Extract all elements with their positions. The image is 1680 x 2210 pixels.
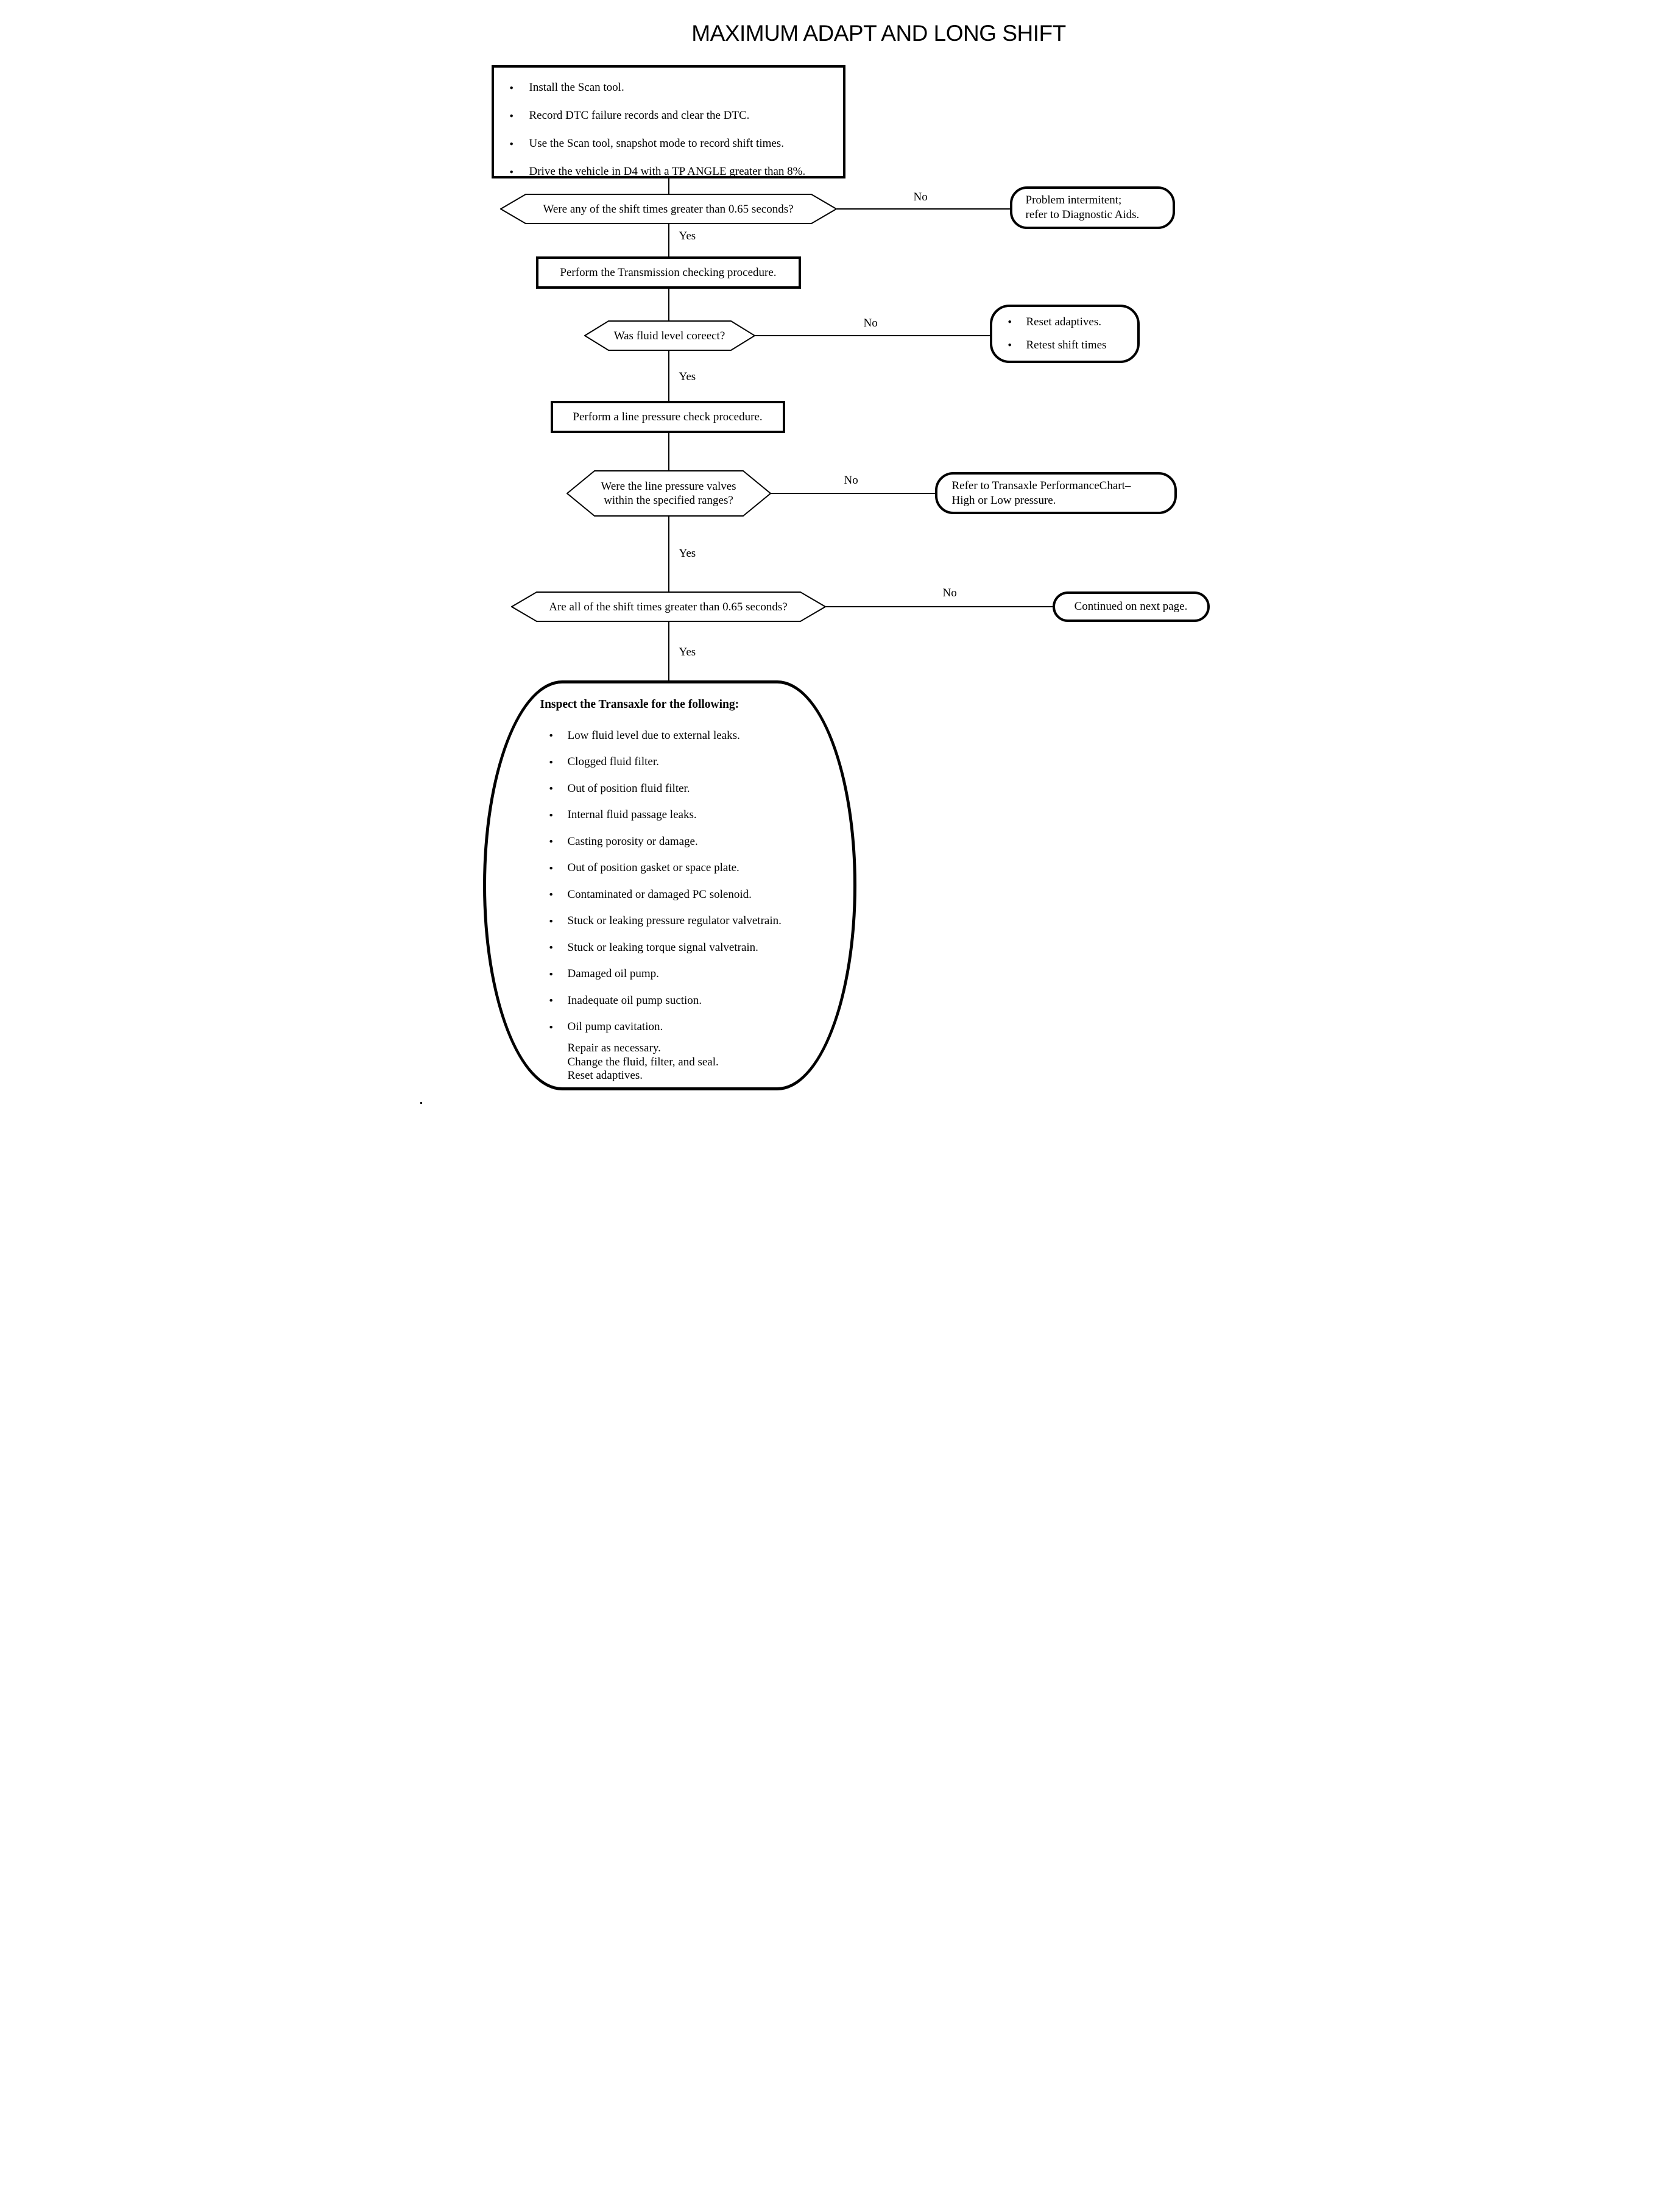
list-item: ● Internal fluid passage leaks. bbox=[549, 802, 782, 829]
result-4-text: Continued on next page. bbox=[1074, 600, 1188, 613]
list-item: ● Stuck or leaking torque signal valvetrain. bbox=[549, 934, 782, 961]
result-pill-reset-adaptives bbox=[990, 305, 1140, 363]
connector-d3-d4 bbox=[668, 517, 669, 591]
decision-hexagon-1 bbox=[500, 194, 837, 224]
flowchart-page bbox=[420, 0, 1260, 1105]
list-item: ● Out of position fluid filter. bbox=[549, 775, 782, 802]
no-label-2: No bbox=[863, 317, 878, 330]
list-item: ● Damaged oil pump. bbox=[549, 961, 782, 988]
action-1-text: Perform the Transmission checking procedure. bbox=[560, 266, 777, 279]
decision-4-question: Are all of the shift times greater than 0.65 seconds? bbox=[549, 600, 788, 613]
decision-2-question: Was fluid level coreect? bbox=[613, 329, 725, 342]
action-box-line-pressure-check bbox=[551, 401, 785, 433]
list-item: ● Contaminated or damaged PC solenoid. bbox=[549, 881, 782, 908]
scan-artifact-dot bbox=[420, 1102, 422, 1104]
yes-label-1: Yes bbox=[679, 230, 696, 242]
yes-label-3: Yes bbox=[679, 547, 696, 560]
list-item: ● Out of position gasket or space plate. bbox=[549, 855, 782, 882]
connector-d4-inspect bbox=[668, 622, 669, 680]
yes-label-2: Yes bbox=[679, 370, 696, 383]
list-item: ● Casting porosity or damage. bbox=[549, 828, 782, 855]
yes-label-4: Yes bbox=[679, 646, 696, 658]
list-item: ● Reset adaptives. bbox=[1008, 311, 1137, 334]
list-item: ● Stuck or leaking pressure regulator valvetrain. bbox=[549, 908, 782, 935]
inspect-header: Inspect the Transaxle for the following: bbox=[540, 698, 739, 711]
inspect-footer bbox=[568, 1042, 719, 1083]
list-item: ● Drive the vehicle in D4 with a TP ANGLE greater than 8%. bbox=[510, 158, 806, 186]
start-box bbox=[492, 65, 845, 178]
inspect-list bbox=[549, 722, 782, 1040]
list-item: ● Clogged fluid filter. bbox=[549, 749, 782, 776]
no-connector-2 bbox=[755, 335, 990, 336]
connector-d2-a2 bbox=[668, 351, 669, 401]
inspect-footer-line: Change the fluid, filter, and seal. bbox=[567, 1055, 719, 1068]
result-pill-performance-chart bbox=[935, 472, 1177, 514]
decision-3-question bbox=[566, 470, 771, 517]
connector-a2-d3 bbox=[668, 433, 669, 470]
list-item: ● Retest shift times bbox=[1008, 334, 1137, 357]
action-box-transmission-check bbox=[536, 256, 801, 289]
no-label-1: No bbox=[913, 191, 928, 203]
list-item: ● Record DTC failure records and clear the DTC. bbox=[510, 102, 806, 130]
no-label-3: No bbox=[844, 474, 858, 487]
connector-a1-d2 bbox=[668, 289, 669, 320]
list-item: ● Oil pump cavitation. bbox=[549, 1014, 782, 1041]
list-item: ● Low fluid level due to external leaks. bbox=[549, 722, 782, 749]
no-connector-4 bbox=[826, 606, 1053, 607]
result-1-line-1: Problem intermitent; bbox=[1025, 194, 1122, 207]
start-box-list bbox=[510, 74, 806, 186]
no-connector-1 bbox=[837, 208, 1011, 210]
result-pill-problem-intermittent bbox=[1010, 186, 1175, 229]
result-3-line-2: High or Low pressure. bbox=[951, 493, 1056, 507]
inspect-footer-line: Repair as necessary. bbox=[567, 1042, 661, 1054]
inspect-footer-line: Reset adaptives. bbox=[567, 1069, 643, 1082]
result-3-line-1: Refer to Transaxle PerformanceChart– bbox=[951, 479, 1131, 492]
inspect-transaxle-oval bbox=[483, 680, 856, 1090]
decision-hexagon-3 bbox=[566, 470, 771, 517]
result-pill-continued-next-page bbox=[1053, 591, 1210, 622]
result-2-list bbox=[1008, 311, 1137, 357]
decision-hexagon-4 bbox=[511, 591, 826, 622]
list-item: ● Inadequate oil pump suction. bbox=[549, 987, 782, 1014]
list-item: ● Install the Scan tool. bbox=[510, 74, 806, 102]
result-1-line-2: refer to Diagnostic Aids. bbox=[1025, 208, 1140, 221]
page-title: MAXIMUM ADAPT AND LONG SHIFT bbox=[691, 21, 1066, 46]
no-connector-3 bbox=[771, 493, 936, 494]
action-2-text: Perform a line pressure check procedure. bbox=[573, 410, 763, 423]
decision-3-line-2: within the specified ranges? bbox=[604, 494, 733, 507]
list-item: ● Use the Scan tool, snapshot mode to record shift times. bbox=[510, 130, 806, 158]
connector-start-d1 bbox=[668, 178, 669, 194]
no-label-4: No bbox=[942, 587, 957, 599]
decision-3-line-1: Were the line pressure valves bbox=[601, 480, 736, 493]
connector-d1-a1 bbox=[668, 224, 669, 256]
decision-hexagon-2 bbox=[584, 320, 755, 351]
decision-1-question: Were any of the shift times greater than 0.65 seconds? bbox=[543, 202, 794, 216]
